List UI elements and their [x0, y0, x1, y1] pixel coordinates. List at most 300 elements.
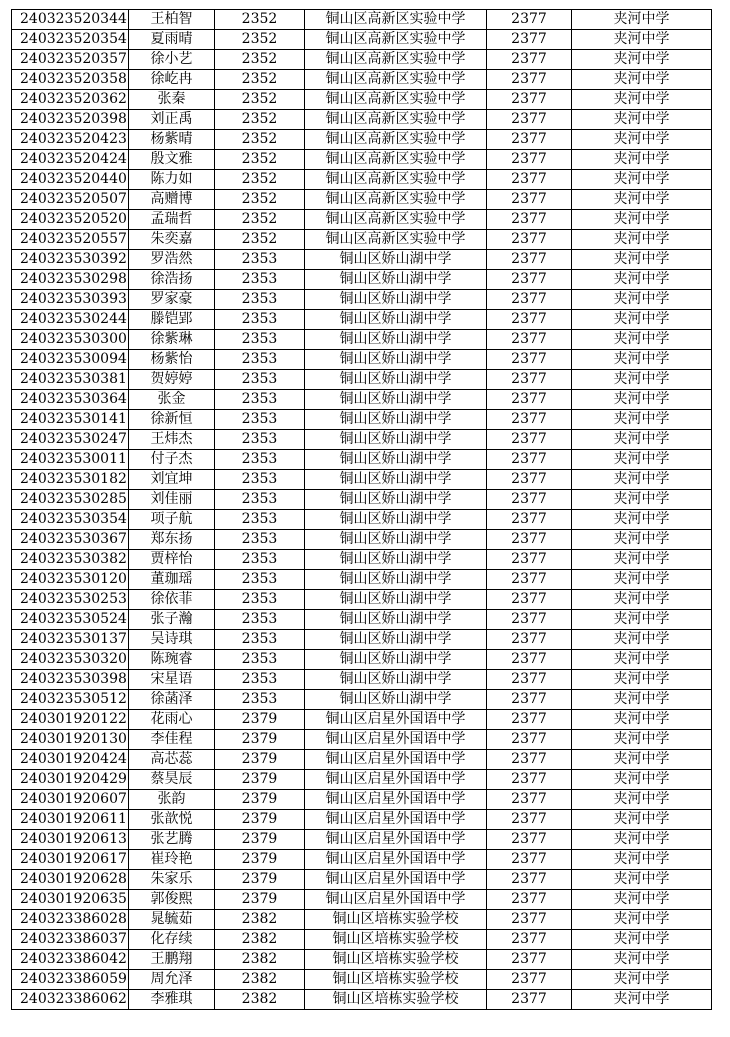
- student-id-cell: 240323520520: [12, 210, 129, 230]
- student-id-cell: 240323386037: [12, 930, 129, 950]
- target-code-cell: 2377: [487, 870, 572, 890]
- school-code-cell: 2353: [215, 470, 305, 490]
- student-name-cell: 吴诗琪: [129, 630, 215, 650]
- table-row: [12, 530, 712, 550]
- school-name-cell: 铜山区高新区实验中学: [305, 10, 487, 30]
- target-school-cell: 夹河中学: [572, 870, 712, 890]
- target-code-cell: 2377: [487, 750, 572, 770]
- table-row: [12, 190, 712, 210]
- target-code-cell: 2377: [487, 810, 572, 830]
- school-name-cell: 铜山区培栋实验学校: [305, 950, 487, 970]
- target-code-cell: 2377: [487, 950, 572, 970]
- target-school-cell: 夹河中学: [572, 750, 712, 770]
- student-id-cell: 240301920611: [12, 810, 129, 830]
- student-id-cell: 240301920130: [12, 730, 129, 750]
- target-school-cell: 夹河中学: [572, 710, 712, 730]
- target-school-cell: 夹河中学: [572, 470, 712, 490]
- student-name-cell: 徐小艺: [129, 50, 215, 70]
- school-code-cell: 2352: [215, 10, 305, 30]
- school-code-cell: 2352: [215, 90, 305, 110]
- table-row: [12, 250, 712, 270]
- table-row: [12, 310, 712, 330]
- target-code-cell: 2377: [487, 370, 572, 390]
- table-row: [12, 690, 712, 710]
- table-row: [12, 910, 712, 930]
- student-name-cell: 陈琬睿: [129, 650, 215, 670]
- table-row: [12, 350, 712, 370]
- target-school-cell: 夹河中学: [572, 110, 712, 130]
- student-name-cell: 徐依菲: [129, 590, 215, 610]
- school-code-cell: 2379: [215, 750, 305, 770]
- student-name-cell: 花雨心: [129, 710, 215, 730]
- target-code-cell: 2377: [487, 150, 572, 170]
- school-name-cell: 铜山区启星外国语中学: [305, 810, 487, 830]
- student-id-cell: 240323386062: [12, 990, 129, 1010]
- school-name-cell: 铜山区启星外国语中学: [305, 890, 487, 910]
- school-name-cell: 铜山区高新区实验中学: [305, 170, 487, 190]
- student-id-cell: 240323386042: [12, 950, 129, 970]
- target-school-cell: 夹河中学: [572, 650, 712, 670]
- student-name-cell: 刘佳丽: [129, 490, 215, 510]
- student-name-cell: 董珈瑶: [129, 570, 215, 590]
- target-code-cell: 2377: [487, 470, 572, 490]
- school-code-cell: 2352: [215, 70, 305, 90]
- school-name-cell: 铜山区娇山湖中学: [305, 650, 487, 670]
- target-code-cell: 2377: [487, 630, 572, 650]
- school-code-cell: 2353: [215, 530, 305, 550]
- school-name-cell: 铜山区启星外国语中学: [305, 770, 487, 790]
- student-id-cell: 240323530247: [12, 430, 129, 450]
- student-name-cell: 项子航: [129, 510, 215, 530]
- target-school-cell: 夹河中学: [572, 570, 712, 590]
- target-school-cell: 夹河中学: [572, 190, 712, 210]
- student-id-cell: 240323520557: [12, 230, 129, 250]
- target-code-cell: 2377: [487, 510, 572, 530]
- table-row: [12, 370, 712, 390]
- table-row: [12, 670, 712, 690]
- table-row: [12, 30, 712, 50]
- student-id-cell: 240301920424: [12, 750, 129, 770]
- target-school-cell: 夹河中学: [572, 810, 712, 830]
- school-code-cell: 2379: [215, 850, 305, 870]
- target-school-cell: 夹河中学: [572, 830, 712, 850]
- target-code-cell: 2377: [487, 850, 572, 870]
- student-name-cell: 罗家豪: [129, 290, 215, 310]
- student-name-cell: 陈力如: [129, 170, 215, 190]
- student-name-cell: 李雅琪: [129, 990, 215, 1010]
- student-id-cell: 240301920613: [12, 830, 129, 850]
- student-id-cell: 240323530137: [12, 630, 129, 650]
- student-id-cell: 240323530182: [12, 470, 129, 490]
- school-name-cell: 铜山区培栋实验学校: [305, 910, 487, 930]
- student-name-cell: 高赠博: [129, 190, 215, 210]
- student-id-cell: 240323530392: [12, 250, 129, 270]
- target-code-cell: 2377: [487, 530, 572, 550]
- student-name-cell: 张韵: [129, 790, 215, 810]
- school-name-cell: 铜山区高新区实验中学: [305, 130, 487, 150]
- target-code-cell: 2377: [487, 330, 572, 350]
- target-code-cell: 2377: [487, 50, 572, 70]
- student-name-cell: 宋星语: [129, 670, 215, 690]
- student-id-cell: 240301920628: [12, 870, 129, 890]
- student-name-cell: 张艺腾: [129, 830, 215, 850]
- target-code-cell: 2377: [487, 170, 572, 190]
- school-code-cell: 2353: [215, 650, 305, 670]
- school-name-cell: 铜山区启星外国语中学: [305, 710, 487, 730]
- student-id-cell: 240323530364: [12, 390, 129, 410]
- student-id-cell: 240323530300: [12, 330, 129, 350]
- school-code-cell: 2353: [215, 550, 305, 570]
- table-row: [12, 990, 712, 1010]
- target-school-cell: 夹河中学: [572, 910, 712, 930]
- student-name-cell: 付子杰: [129, 450, 215, 470]
- school-name-cell: 铜山区启星外国语中学: [305, 750, 487, 770]
- student-name-cell: 滕铠郢: [129, 310, 215, 330]
- student-name-cell: 蔡昊辰: [129, 770, 215, 790]
- school-code-cell: 2379: [215, 730, 305, 750]
- table-row: [12, 890, 712, 910]
- student-id-cell: 240323530320: [12, 650, 129, 670]
- table-row: [12, 150, 712, 170]
- school-name-cell: 铜山区高新区实验中学: [305, 90, 487, 110]
- school-code-cell: 2352: [215, 210, 305, 230]
- target-code-cell: 2377: [487, 350, 572, 370]
- target-school-cell: 夹河中学: [572, 410, 712, 430]
- student-id-cell: 240301920429: [12, 770, 129, 790]
- target-school-cell: 夹河中学: [572, 150, 712, 170]
- school-code-cell: 2382: [215, 970, 305, 990]
- student-name-cell: 高芯蕊: [129, 750, 215, 770]
- target-code-cell: 2377: [487, 210, 572, 230]
- school-code-cell: 2353: [215, 390, 305, 410]
- student-id-cell: 240323530011: [12, 450, 129, 470]
- school-name-cell: 铜山区娇山湖中学: [305, 550, 487, 570]
- student-id-cell: 240323520423: [12, 130, 129, 150]
- school-name-cell: 铜山区娇山湖中学: [305, 610, 487, 630]
- target-school-cell: 夹河中学: [572, 250, 712, 270]
- student-name-cell: 崔玲艳: [129, 850, 215, 870]
- target-school-cell: 夹河中学: [572, 950, 712, 970]
- school-code-cell: 2353: [215, 690, 305, 710]
- school-name-cell: 铜山区娇山湖中学: [305, 590, 487, 610]
- table-row: [12, 790, 712, 810]
- student-id-cell: 240323530512: [12, 690, 129, 710]
- student-id-cell: 240301920607: [12, 790, 129, 810]
- student-name-cell: 王柏智: [129, 10, 215, 30]
- target-school-cell: 夹河中学: [572, 270, 712, 290]
- table-row: [12, 450, 712, 470]
- school-code-cell: 2353: [215, 450, 305, 470]
- school-code-cell: 2352: [215, 230, 305, 250]
- target-school-cell: 夹河中学: [572, 850, 712, 870]
- student-name-cell: 徐新恒: [129, 410, 215, 430]
- student-id-cell: 240323530381: [12, 370, 129, 390]
- table-row: [12, 850, 712, 870]
- target-code-cell: 2377: [487, 570, 572, 590]
- target-school-cell: 夹河中学: [572, 930, 712, 950]
- target-code-cell: 2377: [487, 450, 572, 470]
- target-school-cell: 夹河中学: [572, 510, 712, 530]
- student-id-cell: 240323520354: [12, 30, 129, 50]
- table-row: [12, 110, 712, 130]
- table-row: [12, 390, 712, 410]
- table-row: [12, 830, 712, 850]
- target-code-cell: 2377: [487, 990, 572, 1010]
- student-id-cell: 240323530354: [12, 510, 129, 530]
- target-code-cell: 2377: [487, 310, 572, 330]
- target-code-cell: 2377: [487, 670, 572, 690]
- student-name-cell: 孟瑞哲: [129, 210, 215, 230]
- target-school-cell: 夹河中学: [572, 730, 712, 750]
- student-id-cell: 240323530524: [12, 610, 129, 630]
- student-id-cell: 240323530398: [12, 670, 129, 690]
- school-code-cell: 2379: [215, 890, 305, 910]
- student-name-cell: 杨紫怡: [129, 350, 215, 370]
- target-code-cell: 2377: [487, 710, 572, 730]
- school-code-cell: 2353: [215, 310, 305, 330]
- school-name-cell: 铜山区娇山湖中学: [305, 450, 487, 470]
- target-code-cell: 2377: [487, 550, 572, 570]
- student-id-cell: 240301920635: [12, 890, 129, 910]
- school-code-cell: 2353: [215, 510, 305, 530]
- school-code-cell: 2352: [215, 130, 305, 150]
- school-code-cell: 2382: [215, 950, 305, 970]
- student-name-cell: 晁毓茹: [129, 910, 215, 930]
- table-row: [12, 550, 712, 570]
- target-code-cell: 2377: [487, 690, 572, 710]
- target-code-cell: 2377: [487, 10, 572, 30]
- school-name-cell: 铜山区娇山湖中学: [305, 330, 487, 350]
- table-row: [12, 70, 712, 90]
- target-code-cell: 2377: [487, 130, 572, 150]
- school-name-cell: 铜山区培栋实验学校: [305, 930, 487, 950]
- table-row: [12, 330, 712, 350]
- school-name-cell: 铜山区启星外国语中学: [305, 790, 487, 810]
- target-school-cell: 夹河中学: [572, 550, 712, 570]
- student-name-cell: 化存续: [129, 930, 215, 950]
- target-school-cell: 夹河中学: [572, 670, 712, 690]
- target-school-cell: 夹河中学: [572, 70, 712, 90]
- student-id-cell: 240323530285: [12, 490, 129, 510]
- table-row: [12, 210, 712, 230]
- student-name-cell: 杨紫晴: [129, 130, 215, 150]
- school-name-cell: 铜山区启星外国语中学: [305, 870, 487, 890]
- table-row: [12, 410, 712, 430]
- school-name-cell: 铜山区培栋实验学校: [305, 990, 487, 1010]
- target-school-cell: 夹河中学: [572, 310, 712, 330]
- student-id-cell: 240323530141: [12, 410, 129, 430]
- target-code-cell: 2377: [487, 730, 572, 750]
- target-school-cell: 夹河中学: [572, 530, 712, 550]
- target-school-cell: 夹河中学: [572, 230, 712, 250]
- target-school-cell: 夹河中学: [572, 10, 712, 30]
- student-name-cell: 朱奕嘉: [129, 230, 215, 250]
- school-name-cell: 铜山区娇山湖中学: [305, 290, 487, 310]
- target-school-cell: 夹河中学: [572, 630, 712, 650]
- school-code-cell: 2379: [215, 870, 305, 890]
- target-school-cell: 夹河中学: [572, 610, 712, 630]
- school-code-cell: 2352: [215, 190, 305, 210]
- school-code-cell: 2353: [215, 430, 305, 450]
- school-name-cell: 铜山区娇山湖中学: [305, 690, 487, 710]
- student-id-cell: 240323520507: [12, 190, 129, 210]
- school-name-cell: 铜山区高新区实验中学: [305, 70, 487, 90]
- student-id-cell: 240323530120: [12, 570, 129, 590]
- student-name-cell: 郭俊熙: [129, 890, 215, 910]
- school-name-cell: 铜山区培栋实验学校: [305, 970, 487, 990]
- table-row: [12, 170, 712, 190]
- student-name-cell: 徐屹冉: [129, 70, 215, 90]
- target-school-cell: 夹河中学: [572, 970, 712, 990]
- school-name-cell: 铜山区娇山湖中学: [305, 430, 487, 450]
- student-name-cell: 夏雨晴: [129, 30, 215, 50]
- target-school-cell: 夹河中学: [572, 210, 712, 230]
- table-row: [12, 570, 712, 590]
- student-id-cell: 240323520398: [12, 110, 129, 130]
- school-code-cell: 2353: [215, 570, 305, 590]
- target-code-cell: 2377: [487, 970, 572, 990]
- target-code-cell: 2377: [487, 110, 572, 130]
- school-code-cell: 2353: [215, 490, 305, 510]
- school-code-cell: 2382: [215, 930, 305, 950]
- target-school-cell: 夹河中学: [572, 130, 712, 150]
- table-row: [12, 770, 712, 790]
- student-id-cell: 240323530094: [12, 350, 129, 370]
- student-id-cell: 240323520358: [12, 70, 129, 90]
- school-code-cell: 2352: [215, 30, 305, 50]
- student-id-cell: 240323520344: [12, 10, 129, 30]
- target-school-cell: 夹河中学: [572, 590, 712, 610]
- school-code-cell: 2379: [215, 790, 305, 810]
- school-name-cell: 铜山区高新区实验中学: [305, 110, 487, 130]
- school-name-cell: 铜山区娇山湖中学: [305, 350, 487, 370]
- table-row: [12, 290, 712, 310]
- student-id-cell: 240323520440: [12, 170, 129, 190]
- school-name-cell: 铜山区娇山湖中学: [305, 630, 487, 650]
- target-code-cell: 2377: [487, 230, 572, 250]
- table-row: [12, 510, 712, 530]
- table-row: [12, 710, 712, 730]
- student-name-cell: 徐紫琳: [129, 330, 215, 350]
- school-name-cell: 铜山区启星外国语中学: [305, 830, 487, 850]
- target-school-cell: 夹河中学: [572, 170, 712, 190]
- table-row: [12, 470, 712, 490]
- school-name-cell: 铜山区娇山湖中学: [305, 570, 487, 590]
- target-code-cell: 2377: [487, 250, 572, 270]
- school-name-cell: 铜山区娇山湖中学: [305, 310, 487, 330]
- student-id-cell: 240301920122: [12, 710, 129, 730]
- table-row: [12, 930, 712, 950]
- school-code-cell: 2352: [215, 150, 305, 170]
- target-school-cell: 夹河中学: [572, 690, 712, 710]
- target-code-cell: 2377: [487, 90, 572, 110]
- target-code-cell: 2377: [487, 590, 572, 610]
- target-code-cell: 2377: [487, 490, 572, 510]
- target-school-cell: 夹河中学: [572, 790, 712, 810]
- target-school-cell: 夹河中学: [572, 990, 712, 1010]
- school-code-cell: 2382: [215, 910, 305, 930]
- student-name-cell: 李佳程: [129, 730, 215, 750]
- student-name-cell: 张秦: [129, 90, 215, 110]
- student-id-cell: 240323530298: [12, 270, 129, 290]
- target-school-cell: 夹河中学: [572, 350, 712, 370]
- school-code-cell: 2353: [215, 370, 305, 390]
- school-name-cell: 铜山区娇山湖中学: [305, 250, 487, 270]
- table-row: [12, 950, 712, 970]
- student-id-cell: 240323386028: [12, 910, 129, 930]
- target-code-cell: 2377: [487, 410, 572, 430]
- student-name-cell: 徐浩扬: [129, 270, 215, 290]
- target-code-cell: 2377: [487, 430, 572, 450]
- table-row: [12, 810, 712, 830]
- school-name-cell: 铜山区高新区实验中学: [305, 230, 487, 250]
- school-code-cell: 2353: [215, 670, 305, 690]
- student-name-cell: 刘宜坤: [129, 470, 215, 490]
- student-name-cell: 朱家乐: [129, 870, 215, 890]
- target-code-cell: 2377: [487, 790, 572, 810]
- target-school-cell: 夹河中学: [572, 290, 712, 310]
- student-name-cell: 郑东扬: [129, 530, 215, 550]
- target-code-cell: 2377: [487, 910, 572, 930]
- table-row: [12, 970, 712, 990]
- school-code-cell: 2352: [215, 170, 305, 190]
- target-code-cell: 2377: [487, 610, 572, 630]
- target-code-cell: 2377: [487, 930, 572, 950]
- school-code-cell: 2353: [215, 350, 305, 370]
- table-row: [12, 750, 712, 770]
- target-code-cell: 2377: [487, 830, 572, 850]
- student-id-cell: 240323530382: [12, 550, 129, 570]
- school-code-cell: 2353: [215, 590, 305, 610]
- school-code-cell: 2353: [215, 610, 305, 630]
- school-code-cell: 2353: [215, 410, 305, 430]
- school-name-cell: 铜山区高新区实验中学: [305, 30, 487, 50]
- table-row: [12, 630, 712, 650]
- school-code-cell: 2352: [215, 110, 305, 130]
- school-code-cell: 2353: [215, 630, 305, 650]
- student-id-cell: 240323530244: [12, 310, 129, 330]
- target-school-cell: 夹河中学: [572, 90, 712, 110]
- target-code-cell: 2377: [487, 770, 572, 790]
- student-name-cell: 刘正禹: [129, 110, 215, 130]
- school-code-cell: 2352: [215, 50, 305, 70]
- table-row: [12, 230, 712, 250]
- school-name-cell: 铜山区娇山湖中学: [305, 510, 487, 530]
- table-row: [12, 610, 712, 630]
- target-school-cell: 夹河中学: [572, 890, 712, 910]
- student-id-cell: 240323530367: [12, 530, 129, 550]
- school-code-cell: 2353: [215, 290, 305, 310]
- student-name-cell: 张子瀚: [129, 610, 215, 630]
- target-code-cell: 2377: [487, 190, 572, 210]
- student-name-cell: 殷文雅: [129, 150, 215, 170]
- target-school-cell: 夹河中学: [572, 430, 712, 450]
- target-code-cell: 2377: [487, 390, 572, 410]
- target-school-cell: 夹河中学: [572, 330, 712, 350]
- target-school-cell: 夹河中学: [572, 770, 712, 790]
- target-school-cell: 夹河中学: [572, 490, 712, 510]
- school-name-cell: 铜山区高新区实验中学: [305, 190, 487, 210]
- school-code-cell: 2379: [215, 710, 305, 730]
- student-id-cell: 240323520357: [12, 50, 129, 70]
- school-code-cell: 2379: [215, 830, 305, 850]
- target-school-cell: 夹河中学: [572, 50, 712, 70]
- target-code-cell: 2377: [487, 650, 572, 670]
- table-row: [12, 90, 712, 110]
- school-code-cell: 2353: [215, 270, 305, 290]
- student-id-cell: 240323530393: [12, 290, 129, 310]
- target-school-cell: 夹河中学: [572, 370, 712, 390]
